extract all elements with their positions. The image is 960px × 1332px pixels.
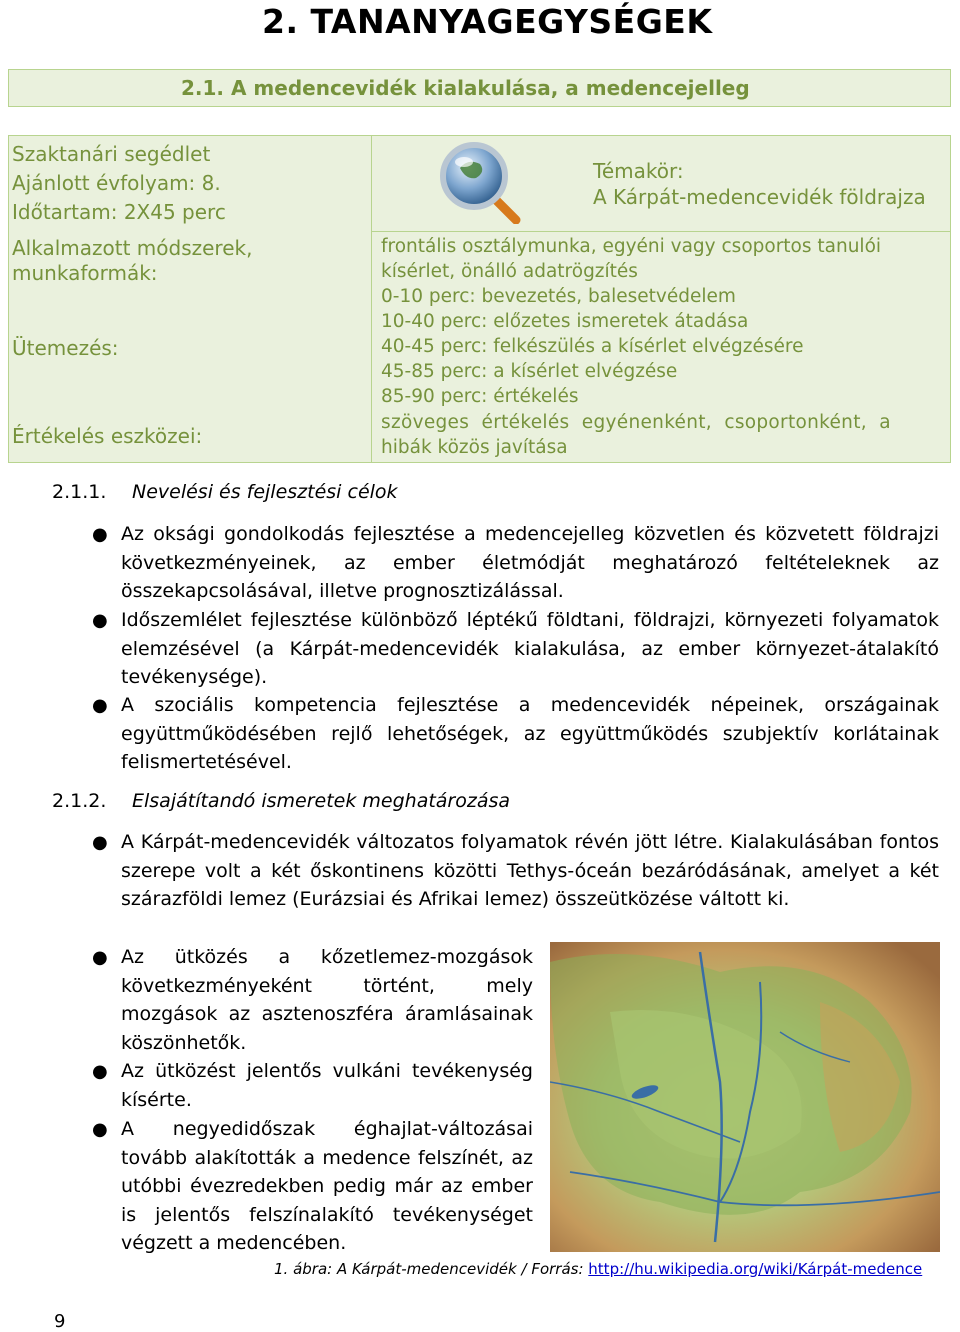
carpathian-basin-map: [550, 942, 940, 1252]
subsection-number: 2.1.2.: [52, 790, 107, 812]
schedule-item: 40-45 perc: felkészülés a kísérlet elvégzésére: [381, 336, 804, 357]
list-item: Időszemlélet fejlesztése különböző léptékű földtani, földrajzi, környezeti folyamatok elemzésével (a Kárpát-medencevidék kialakulása, az ember környezet-átalakító tevékenysége).: [121, 609, 939, 689]
figure-caption-text: 1. ábra: A Kárpát-medencevidék / Forrás:: [274, 1260, 589, 1278]
methods-label-line1: Alkalmazott módszerek,: [12, 236, 253, 260]
bullet-dot: ●: [92, 947, 108, 968]
list-item: Az ütközés a kőzetlemez-mozgások következményeként történt, mely mozgások az asztenoszféra áramlásainak köszönhetők.: [121, 946, 533, 1054]
grade-label: Ajánlott évfolyam: 8.: [12, 171, 221, 195]
list-item: A szociális kompetencia fejlesztése a medencevidék népeinek, országainak együttműködésében rejlő lehetőségek, az együttműködés szubjektív korlátainak felismertetésével.: [121, 694, 939, 774]
methods-value-line1: frontális osztálymunka, egyéni vagy csoportos tanulói: [381, 236, 882, 257]
teacher-aid-label: Szaktanári segédlet: [12, 142, 211, 166]
subsection-heading-1: [52, 481, 398, 503]
schedule-item: 45-85 perc: a kísérlet elvégzése: [381, 361, 678, 382]
methods-label-line2: munkaformák:: [12, 261, 158, 285]
subsection-heading-2: [52, 790, 510, 812]
bullet-dot: ●: [92, 832, 108, 853]
section-title: 2.1. A medencevidék kialakulása, a medencejelleg: [181, 76, 750, 100]
source-link[interactable]: http://hu.wikipedia.org/wiki/Kárpát-medence: [588, 1260, 923, 1278]
methods-value-line2: kísérlet, önálló adatrögzítés: [381, 261, 638, 282]
figure-caption: [274, 1260, 922, 1278]
schedule-item: 85-90 perc: értékelés: [381, 386, 579, 407]
chapter-title: 2. TANANYAGEGYSÉGEK: [262, 2, 713, 41]
subsection-title: Elsajátítandó ismeretek meghatározása: [132, 790, 511, 812]
list-item: A negyedidőszak éghajlat-változásai tovább alakították a medence felszínét, az utóbbi évezredekben pedig már az ember is jelentős felszínalakító tevékenységet végzett a medencében.: [121, 1118, 533, 1255]
bullet-dot: ●: [92, 610, 108, 631]
subsection-number: 2.1.1.: [52, 481, 107, 503]
subsection-title: Nevelési és fejlesztési célok: [132, 481, 398, 503]
duration-label: Időtartam: 2X45 perc: [12, 200, 226, 224]
bullet-dot: ●: [92, 695, 108, 716]
schedule-item: 0-10 perc: bevezetés, balesetvédelem: [381, 286, 736, 307]
list-item: Az ütközést jelentős vulkáni tevékenység kísérte.: [121, 1060, 533, 1111]
list-item: Az oksági gondolkodás fejlesztése a medencejelleg közvetlen és közvetett földrajzi következményeinek, az ember életmódját meghatározó feltételeknek az összekapcsolásával, illetve prognosztizálással.: [121, 523, 939, 603]
bullet-dot: ●: [92, 1061, 108, 1082]
schedule-label: Ütemezés:: [12, 336, 119, 360]
bullet-dot: ●: [92, 1119, 108, 1140]
magnifier-globe-icon: [438, 138, 522, 224]
assessment-value-line1: szöveges értékelés egyénenként, csoportonként, a: [381, 412, 891, 433]
list-item: A Kárpát-medencevidék változatos folyamatok révén jött létre. Kialakulásában fontos szerepe volt a két őskontinens közötti Tethys-óceán bezáródásának, amelyet a két szárazföldi lemez (Eurázsiai és Afrikai lemez) összeütközése váltott ki.: [121, 831, 939, 911]
assessment-value-line2: hibák közös javítása: [381, 437, 568, 458]
bullet-dot: ●: [92, 524, 108, 545]
assessment-label: Értékelés eszközei:: [12, 424, 203, 448]
topic-label: Témakör:: [593, 159, 684, 183]
topic-value: A Kárpát-medencevidék földrajza: [593, 185, 926, 209]
section-title-bar: [8, 69, 951, 107]
schedule-item: 10-40 perc: előzetes ismeretek átadása: [381, 311, 749, 332]
page-number: 9: [54, 1311, 66, 1332]
